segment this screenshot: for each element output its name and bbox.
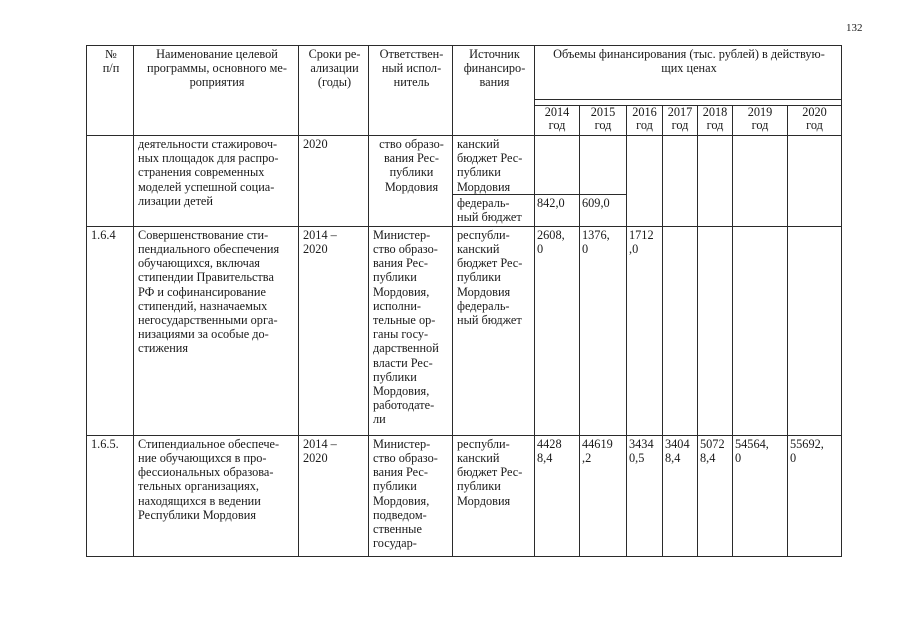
row-value-2016: 3434 0,5 (627, 435, 663, 556)
row-value-2017: 3404 8,4 (663, 435, 698, 556)
row-terms: 2020 (299, 136, 369, 227)
row-value-2015 (580, 136, 627, 195)
row-source: республи- канский бюджет Рес- публики Мордовия федераль- ный бюджет (453, 226, 535, 435)
row-executor: Министер- ство образо- вания Рес- публики Мордовия, исполни- тельные ор- ганы госу- дарственной власти Рес- публики Мордовия, работодате- ли (369, 226, 453, 435)
header-terms: Сроки ре- ализации (годы) (299, 46, 369, 136)
row-name: Совершенствование сти- пендиального обеспечения обучающихся, включая стипендии Правительства РФ и софинансирование стипендий, назначаемых негосударственными орга- низациями за особые до- стижения (134, 226, 299, 435)
year-2017: 2017 год (663, 106, 698, 136)
row-value-2018 (698, 136, 733, 227)
header-num: № п/п (87, 46, 134, 136)
row-value-2015: 1376, 0 (580, 226, 627, 435)
table-row (87, 435, 842, 556)
row-value-2017 (663, 136, 698, 227)
row-executor: Министер- ство образо- вания Рес- публики Мордовия, подведом- ственные государ- (369, 435, 453, 556)
row-source: республи- канский бюджет Рес- публики Мордовия (453, 435, 535, 556)
year-2016: 2016 год (627, 106, 663, 136)
row-executor: ство образо- вания Рес- публики Мордовия (369, 136, 453, 227)
row-num: 1.6.4 (87, 226, 134, 435)
header-name: Наименование целевой программы, основного ме- роприятия (134, 46, 299, 136)
row-value-2020 (788, 136, 842, 227)
row-num: 1.6.5. (87, 435, 134, 556)
row-source: канский бюджет Рес- публики Мордовия (453, 136, 535, 195)
year-2019: 2019 год (733, 106, 788, 136)
year-2020: 2020 год (788, 106, 842, 136)
header-row (87, 46, 842, 100)
row-value-2014: 2608, 0 (535, 226, 580, 435)
year-2018: 2018 год (698, 106, 733, 136)
row-value-2019 (733, 136, 788, 227)
row-value-2015: 609,0 (580, 194, 627, 226)
year-2014: 2014 год (535, 106, 580, 136)
row-value-2020: 55692, 0 (788, 435, 842, 556)
table-row (87, 226, 842, 435)
row-value-2016: 1712 ,0 (627, 226, 663, 435)
row-value-2017 (663, 226, 698, 435)
row-value-2018: 5072 8,4 (698, 435, 733, 556)
row-num (87, 136, 134, 227)
funding-table (86, 45, 842, 557)
page-number: 132 (846, 22, 863, 34)
row-value-2019: 54564, 0 (733, 435, 788, 556)
row-value-2014: 842,0 (535, 194, 580, 226)
row-source: федераль- ный бюджет (453, 194, 535, 226)
row-value-2018 (698, 226, 733, 435)
row-value-2016 (627, 136, 663, 227)
row-value-2019 (733, 226, 788, 435)
row-value-2020 (788, 226, 842, 435)
row-name: Стипендиальное обеспече- ние обучающихся в про- фессиональных образова- тельных организациях, находящихся в ведении Республики Мордовия (134, 435, 299, 556)
row-value-2014: 4428 8,4 (535, 435, 580, 556)
row-terms: 2014 – 2020 (299, 435, 369, 556)
row-terms: 2014 – 2020 (299, 226, 369, 435)
header-executor: Ответствен- ный испол- нитель (369, 46, 453, 136)
header-source: Источник финансиро- вания (453, 46, 535, 136)
table-row (87, 136, 842, 195)
header-funding: Объемы финансирования (тыс. рублей) в действую- щих ценах (535, 46, 842, 100)
row-name: деятельности стажировоч- ных площадок для распро- странения современных моделей успешной социа- лизации детей (134, 136, 299, 227)
row-value-2015: 44619 ,2 (580, 435, 627, 556)
year-2015: 2015 год (580, 106, 627, 136)
row-value-2014 (535, 136, 580, 195)
